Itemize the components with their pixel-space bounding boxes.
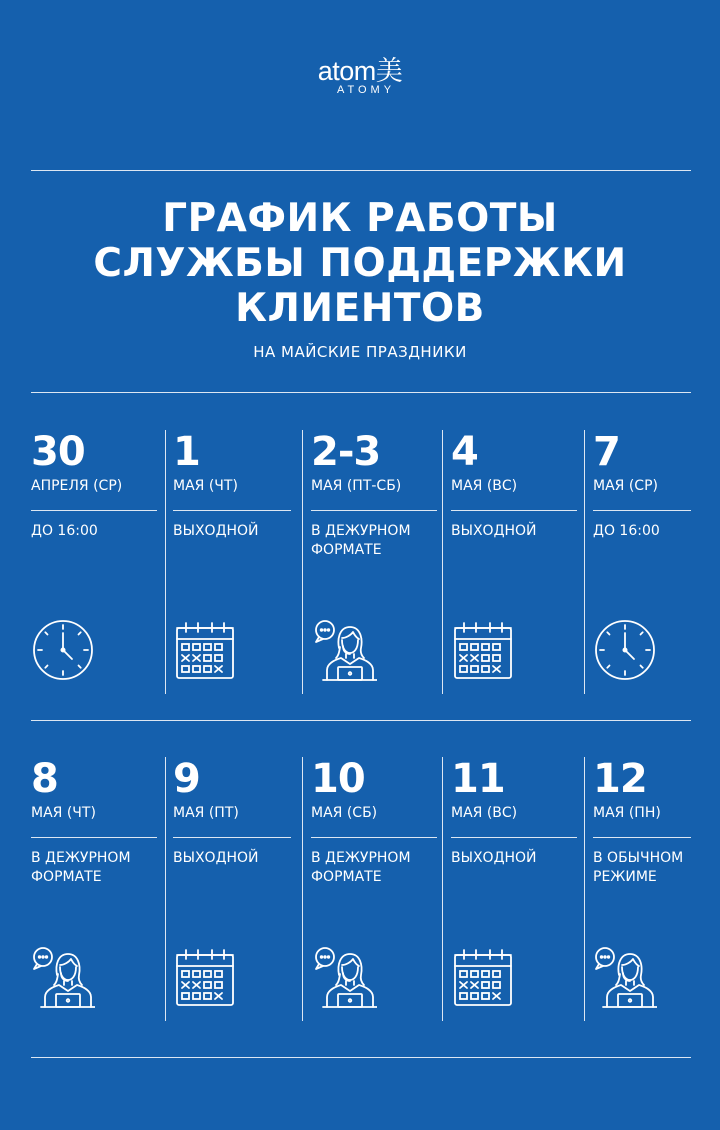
column-divider <box>165 757 166 1021</box>
cell-divider <box>173 510 291 511</box>
calendar-icon <box>451 945 515 1009</box>
day-number: 7 <box>593 429 620 475</box>
support-agent-icon <box>31 945 95 1009</box>
schedule-day-cell <box>173 757 302 1021</box>
clock-icon <box>31 618 95 682</box>
calendar-icon <box>451 618 515 682</box>
column-divider <box>165 430 166 694</box>
column-divider <box>302 430 303 694</box>
page-subtitle: НА МАЙСКИЕ ПРАЗДНИКИ <box>253 343 467 361</box>
clock-icon <box>593 618 657 682</box>
cell-divider <box>311 510 437 511</box>
work-status: В ОБЫЧНОМ РЕЖИМЕ <box>593 850 684 885</box>
date-label: МАЯ (ВС) <box>451 805 518 821</box>
date-label: МАЯ (ВС) <box>451 478 518 494</box>
column-divider <box>584 430 585 694</box>
date-label: МАЯ (СБ) <box>311 805 378 821</box>
day-number: 30 <box>31 429 85 475</box>
logo-mark: atom美 <box>317 56 403 86</box>
work-status: ДО 16:00 <box>593 523 660 539</box>
schedule-day-cell <box>593 757 720 1021</box>
page-title <box>0 196 720 331</box>
column-divider <box>442 430 443 694</box>
divider-bottom <box>31 1057 691 1058</box>
work-status: ВЫХОДНОЙ <box>173 523 259 539</box>
column-divider <box>584 757 585 1021</box>
date-label: МАЯ (ПТ-СБ) <box>311 478 402 494</box>
schedule-day-cell <box>31 430 165 694</box>
work-status: В ДЕЖУРНОМ ФОРМАТЕ <box>311 850 411 885</box>
day-number: 4 <box>451 429 478 475</box>
schedule-row-1 <box>0 430 720 694</box>
support-agent-icon <box>313 618 377 682</box>
work-status: ВЫХОДНОЙ <box>451 850 537 866</box>
cell-divider <box>31 837 157 838</box>
calendar-icon <box>173 945 237 1009</box>
cell-divider <box>31 510 157 511</box>
title-line-1: ГРАФИК РАБОТЫ <box>162 196 558 241</box>
cell-divider <box>451 510 577 511</box>
cell-divider <box>593 837 691 838</box>
work-status: ВЫХОДНОЙ <box>173 850 259 866</box>
day-number: 12 <box>593 756 647 802</box>
work-status: ВЫХОДНОЙ <box>451 523 537 539</box>
schedule-day-cell <box>311 757 442 1021</box>
divider-title-bottom <box>31 392 691 393</box>
calendar-icon <box>173 618 237 682</box>
schedule-day-cell <box>311 430 442 694</box>
schedule-day-cell <box>451 757 584 1021</box>
cell-divider <box>173 837 291 838</box>
schedule-day-cell <box>451 430 584 694</box>
title-line-2: СЛУЖБЫ ПОДДЕРЖКИ <box>93 241 627 286</box>
schedule-day-cell <box>593 430 720 694</box>
day-number: 11 <box>451 756 505 802</box>
date-label: МАЯ (ЧТ) <box>31 805 96 821</box>
cell-divider <box>451 837 577 838</box>
column-divider <box>442 757 443 1021</box>
date-label: АПРЕЛЯ (СР) <box>31 478 123 494</box>
date-label: МАЯ (ПТ) <box>173 805 239 821</box>
day-number: 10 <box>311 756 365 802</box>
schedule-day-cell <box>31 757 165 1021</box>
work-status: В ДЕЖУРНОМ ФОРМАТЕ <box>31 850 131 885</box>
day-number: 8 <box>31 756 58 802</box>
day-number: 1 <box>173 429 200 475</box>
work-status: ДО 16:00 <box>31 523 98 539</box>
cell-divider <box>311 837 437 838</box>
support-agent-icon <box>593 945 657 1009</box>
date-label: МАЯ (СР) <box>593 478 658 494</box>
schedule-day-cell <box>173 430 302 694</box>
day-number: 9 <box>173 756 200 802</box>
date-label: МАЯ (ПН) <box>593 805 661 821</box>
divider-top <box>31 170 691 171</box>
cell-divider <box>593 510 691 511</box>
logo <box>0 56 720 96</box>
title-line-3: КЛИЕНТОВ <box>235 286 485 331</box>
divider-middle <box>31 720 691 721</box>
column-divider <box>302 757 303 1021</box>
work-status: В ДЕЖУРНОМ ФОРМАТЕ <box>311 523 411 558</box>
day-number: 2-3 <box>311 429 381 475</box>
date-label: МАЯ (ЧТ) <box>173 478 238 494</box>
support-agent-icon <box>313 945 377 1009</box>
logo-sub: ATOMY <box>336 84 396 96</box>
schedule-row-2 <box>0 757 720 1021</box>
